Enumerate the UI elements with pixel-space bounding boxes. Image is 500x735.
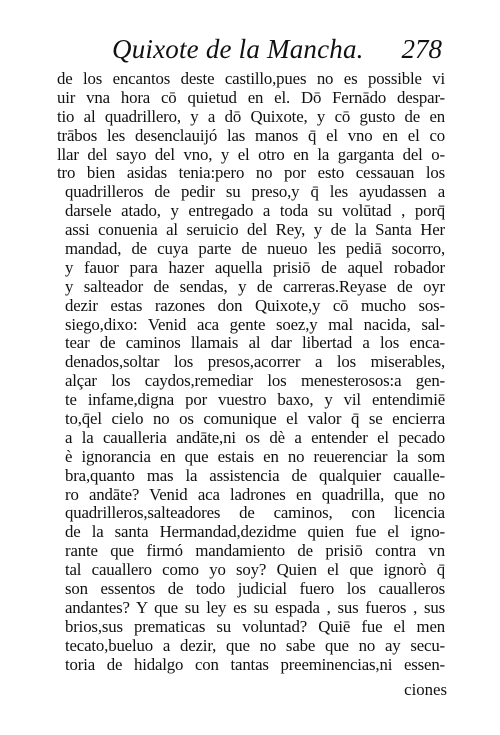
text-line: de los encantos deste castillo,pues no es possible vi bbox=[57, 69, 445, 88]
text-line: tal cauallero como yo soy? Quien el que ignorò q̄ bbox=[65, 560, 445, 580]
text-line: toria de hidalgo con tantas preeminencias,ni essen- bbox=[65, 654, 445, 674]
text-line: tecato,bueluo a dezir, que no sabe que no ay secu- bbox=[65, 635, 445, 655]
text-line: y fauor para hazer aquella prisiō de aquel robador bbox=[65, 257, 445, 277]
running-title: Quixote de la Mancha. bbox=[112, 34, 364, 64]
text-line: tear de caminos llamais al dar libertad a los enca- bbox=[65, 333, 445, 353]
text-line: siego,dixo: Venid aca gente soez,y mal nacida, sal- bbox=[65, 314, 445, 334]
text-line: uir vna hora cō quietud en el. Dō Fernādo despar- bbox=[57, 87, 445, 107]
text-line: bra,quanto mas la assistencia de qualquier caualle- bbox=[65, 465, 445, 485]
text-line: denados,soltar los presos,acorrer a los miserables, bbox=[65, 352, 445, 372]
text-line: dezir estas razones don Quixote,y cō mucho sos- bbox=[65, 295, 445, 315]
text-line: alçar los caydos,remediar los menesterosos:a gen- bbox=[65, 371, 445, 391]
catchword: ciones bbox=[404, 680, 447, 699]
text-line: a la caualleria andāte,ni os dè a entender el pecado bbox=[65, 427, 445, 447]
text-line: de la santa Hermandad,dezidme quien fue el igno- bbox=[65, 522, 445, 542]
text-line: assi conuenia al seruicio del Rey, y de la Santa Her bbox=[65, 220, 445, 240]
text-line: llar del sayo del vno, y el otro en la garganta del o- bbox=[57, 144, 445, 164]
text-line: rante que firmó mandamiento de prisiō contra vn bbox=[65, 541, 445, 561]
text-line: tio al quadrillero, y a dō Quixote, y cō gusto de en bbox=[57, 106, 445, 126]
body-text bbox=[57, 70, 445, 675]
page-number: 278 bbox=[401, 34, 442, 64]
running-head bbox=[112, 34, 442, 68]
text-line: tro bien asidas tenia:pero no por esto cessauan los bbox=[57, 163, 445, 183]
text-line: son essentos de todo judicial fuero los caualleros bbox=[65, 579, 445, 599]
text-line: quadrilleros de pedir su preso,y q̄ les ayudassen a bbox=[65, 182, 445, 202]
text-line: darsele atado, y entregado a toda su volūtad , porq̄ bbox=[65, 201, 445, 221]
text-line: quadrilleros,salteadores de caminos, con licencia bbox=[65, 503, 445, 523]
text-line: y salteador de sendas, y de carreras.Reyase de oyr bbox=[65, 276, 445, 296]
text-line: andantes? Y que su ley es su espada , sus fueros , sus bbox=[65, 597, 445, 617]
text-line: è ignorancia en que estais en no reuerenciar la som bbox=[65, 446, 445, 466]
text-line: brios,sus prematicas su voluntad? Quiē fue el men bbox=[65, 616, 445, 636]
text-line: mandad, de cuya parte de nueuo les pediā socorro, bbox=[65, 239, 445, 259]
text-line: ro andāte? Venid aca ladrones en quadrilla, que no bbox=[65, 484, 445, 504]
text-line: to,q̄el cielo no os comunique el valor q̄ se encierra bbox=[65, 409, 445, 429]
text-line: trābos les desenclauijó las manos q̄ el vno en el co bbox=[57, 125, 445, 145]
text-line: te infame,digna por vuestro baxo, y vil entendimiē bbox=[65, 390, 445, 410]
